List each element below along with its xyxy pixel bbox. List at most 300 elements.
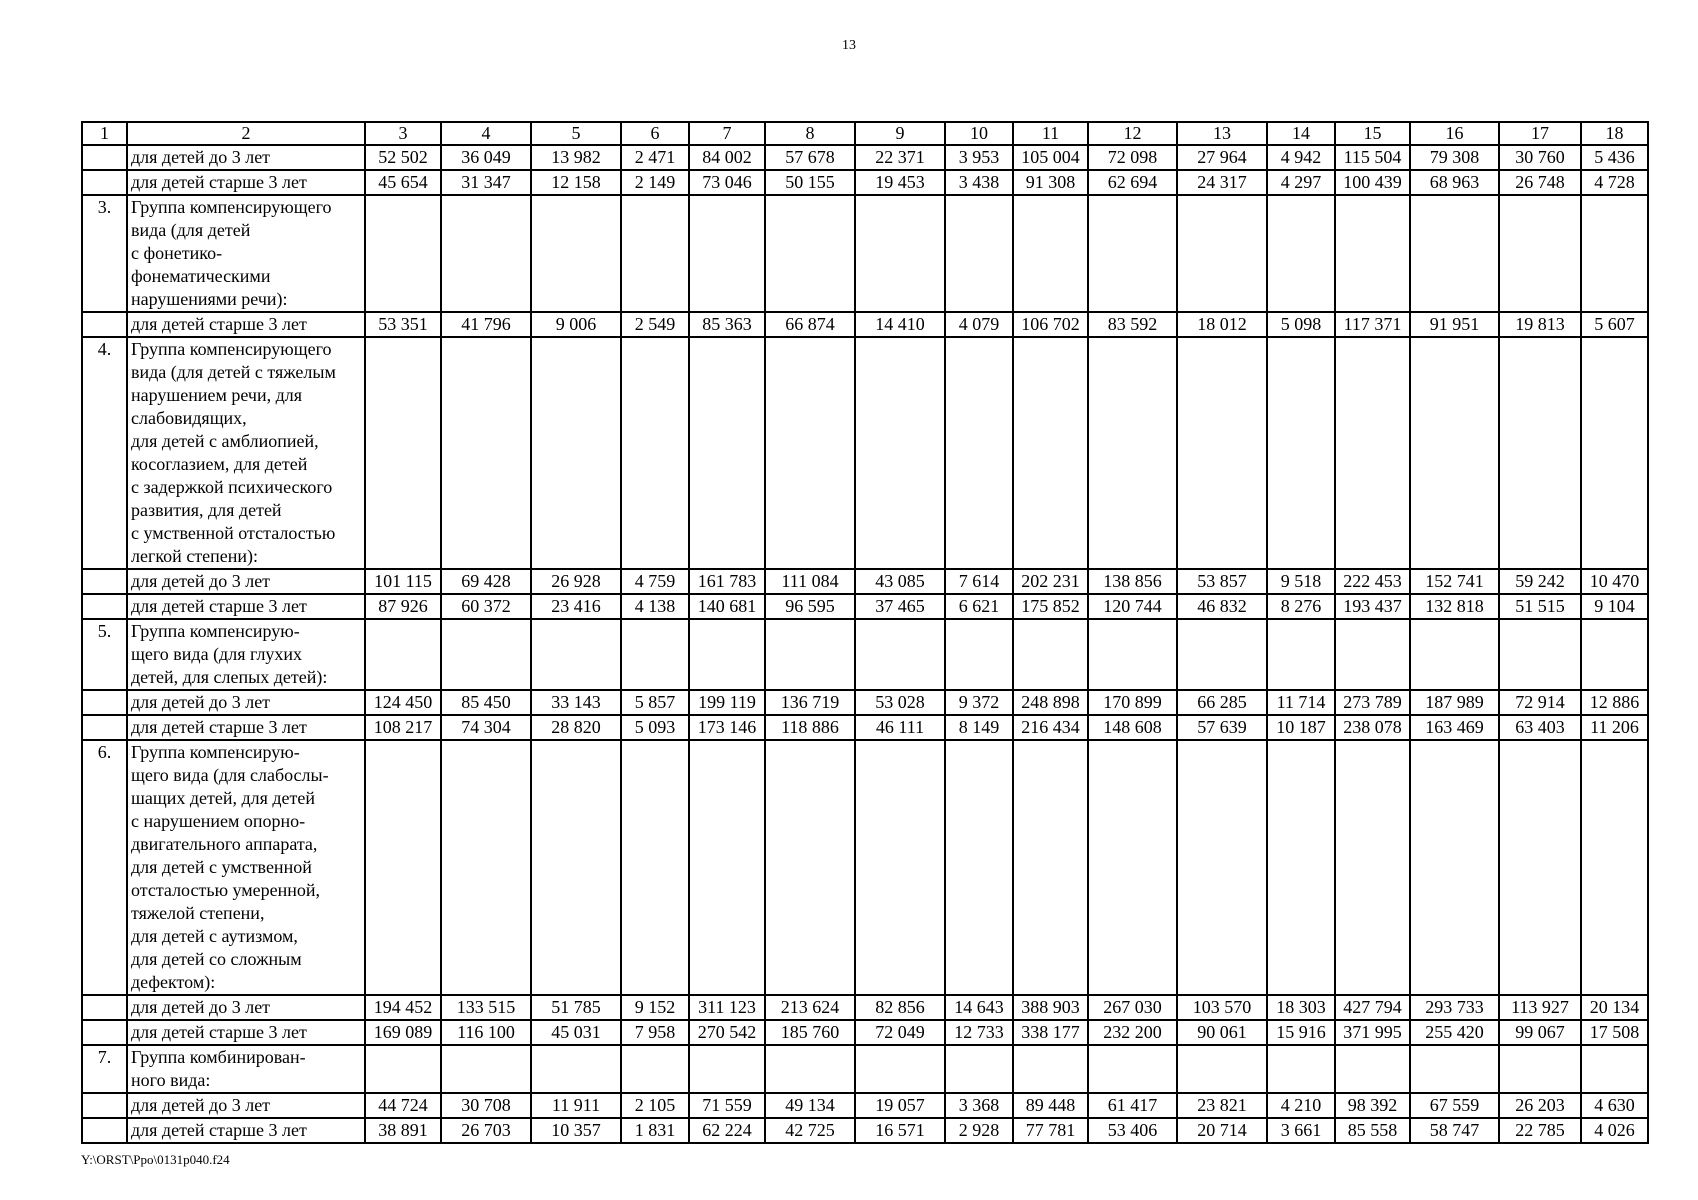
value-cell: 117 371 <box>1335 312 1410 337</box>
group-title-line: дефектом): <box>131 972 216 992</box>
empty-cell <box>441 1045 531 1093</box>
column-number-cell: 9 <box>855 122 945 145</box>
empty-cell <box>945 337 1013 569</box>
table-row <box>82 715 1648 740</box>
value-cell: 116 100 <box>441 1020 531 1045</box>
empty-cell <box>621 337 689 569</box>
column-number-cell: 10 <box>945 122 1013 145</box>
empty-cell <box>1335 195 1410 312</box>
column-number-cell: 8 <box>765 122 855 145</box>
empty-cell <box>1267 1045 1335 1093</box>
value-cell: 82 856 <box>855 995 945 1020</box>
empty-cell <box>621 740 689 995</box>
group-title-line: нарушениями речи): <box>131 289 288 309</box>
column-number-cell: 13 <box>1177 122 1267 145</box>
group-title-line: развития, для детей <box>131 500 282 520</box>
value-cell: 3 661 <box>1267 1118 1335 1143</box>
value-cell: 20 134 <box>1581 995 1648 1020</box>
empty-cell <box>855 337 945 569</box>
column-number-cell: 11 <box>1013 122 1088 145</box>
group-title-line: Группа компенсирующего <box>131 339 332 359</box>
group-header-row <box>82 619 1648 690</box>
empty-cell <box>1088 619 1177 690</box>
group-title-line: с умственной отсталостью <box>131 523 336 543</box>
column-number-cell: 7 <box>689 122 765 145</box>
column-number-row <box>82 122 1648 145</box>
empty-cell <box>441 740 531 995</box>
table-row <box>82 594 1648 619</box>
value-cell: 26 703 <box>441 1118 531 1143</box>
row-index <box>82 594 127 619</box>
value-cell: 13 982 <box>531 145 621 170</box>
group-index: 6. <box>82 740 127 995</box>
value-cell: 57 639 <box>1177 715 1267 740</box>
table-row <box>82 170 1648 195</box>
group-title-line: отсталостью умеренной, <box>131 880 321 900</box>
group-title-line: с нарушением опорно- <box>131 811 306 831</box>
page-number: 13 <box>842 38 856 53</box>
value-cell: 18 012 <box>1177 312 1267 337</box>
column-number-cell: 14 <box>1267 122 1335 145</box>
value-cell: 17 508 <box>1581 1020 1648 1045</box>
empty-cell <box>1177 337 1267 569</box>
empty-cell <box>765 740 855 995</box>
value-cell: 62 224 <box>689 1118 765 1143</box>
empty-cell <box>1267 740 1335 995</box>
empty-cell <box>1410 619 1499 690</box>
row-label: для детей до 3 лет <box>127 569 365 594</box>
group-title-line: легкой степени): <box>131 546 259 566</box>
group-index: 4. <box>82 337 127 569</box>
value-cell: 371 995 <box>1335 1020 1410 1045</box>
row-index <box>82 145 127 170</box>
value-cell: 60 372 <box>441 594 531 619</box>
column-number-cell: 2 <box>127 122 365 145</box>
group-title-line: слабовидящих, <box>131 408 247 428</box>
row-index <box>82 170 127 195</box>
value-cell: 5 607 <box>1581 312 1648 337</box>
value-cell: 53 351 <box>365 312 441 337</box>
empty-cell <box>689 337 765 569</box>
empty-cell <box>855 1045 945 1093</box>
empty-cell <box>1581 1045 1648 1093</box>
value-cell: 58 747 <box>1410 1118 1499 1143</box>
value-cell: 7 958 <box>621 1020 689 1045</box>
value-cell: 103 570 <box>1177 995 1267 1020</box>
value-cell: 4 759 <box>621 569 689 594</box>
empty-cell <box>689 740 765 995</box>
value-cell: 62 694 <box>1088 170 1177 195</box>
value-cell: 10 357 <box>531 1118 621 1143</box>
column-number-cell: 17 <box>1499 122 1581 145</box>
value-cell: 132 818 <box>1410 594 1499 619</box>
value-cell: 213 624 <box>765 995 855 1020</box>
value-cell: 4 210 <box>1267 1093 1335 1118</box>
empty-cell <box>1410 195 1499 312</box>
empty-cell <box>1335 740 1410 995</box>
value-cell: 24 317 <box>1177 170 1267 195</box>
value-cell: 51 515 <box>1499 594 1581 619</box>
column-number-cell: 4 <box>441 122 531 145</box>
empty-cell <box>531 195 621 312</box>
value-cell: 12 158 <box>531 170 621 195</box>
group-title-line: двигательного аппарата, <box>131 834 318 854</box>
value-cell: 79 308 <box>1410 145 1499 170</box>
value-cell: 61 417 <box>1088 1093 1177 1118</box>
value-cell: 83 592 <box>1088 312 1177 337</box>
value-cell: 148 608 <box>1088 715 1177 740</box>
value-cell: 9 372 <box>945 690 1013 715</box>
value-cell: 170 899 <box>1088 690 1177 715</box>
value-cell: 118 886 <box>765 715 855 740</box>
value-cell: 202 231 <box>1013 569 1088 594</box>
value-cell: 85 363 <box>689 312 765 337</box>
row-label: для детей до 3 лет <box>127 1093 365 1118</box>
cost-table <box>81 121 1649 1144</box>
column-number-cell: 1 <box>82 122 127 145</box>
value-cell: 23 821 <box>1177 1093 1267 1118</box>
value-cell: 2 928 <box>945 1118 1013 1143</box>
empty-cell <box>621 619 689 690</box>
group-title <box>127 1045 365 1093</box>
value-cell: 427 794 <box>1335 995 1410 1020</box>
value-cell: 87 926 <box>365 594 441 619</box>
value-cell: 338 177 <box>1013 1020 1088 1045</box>
empty-cell <box>1267 619 1335 690</box>
value-cell: 52 502 <box>365 145 441 170</box>
value-cell: 136 719 <box>765 690 855 715</box>
value-cell: 46 832 <box>1177 594 1267 619</box>
column-number-cell: 6 <box>621 122 689 145</box>
empty-cell <box>1581 740 1648 995</box>
value-cell: 73 046 <box>689 170 765 195</box>
value-cell: 22 371 <box>855 145 945 170</box>
value-cell: 152 741 <box>1410 569 1499 594</box>
row-label: для детей старше 3 лет <box>127 594 365 619</box>
empty-cell <box>945 619 1013 690</box>
empty-cell <box>1335 619 1410 690</box>
value-cell: 4 728 <box>1581 170 1648 195</box>
value-cell: 96 595 <box>765 594 855 619</box>
value-cell: 187 989 <box>1410 690 1499 715</box>
empty-cell <box>1499 740 1581 995</box>
row-label: для детей старше 3 лет <box>127 170 365 195</box>
table-row <box>82 569 1648 594</box>
empty-cell <box>855 740 945 995</box>
empty-cell <box>1013 337 1088 569</box>
value-cell: 19 057 <box>855 1093 945 1118</box>
group-title-line: Группа компенсирую- <box>131 621 300 641</box>
value-cell: 12 886 <box>1581 690 1648 715</box>
row-label: для детей до 3 лет <box>127 145 365 170</box>
empty-cell <box>689 1045 765 1093</box>
value-cell: 19 453 <box>855 170 945 195</box>
row-label: для детей старше 3 лет <box>127 312 365 337</box>
value-cell: 69 428 <box>441 569 531 594</box>
empty-cell <box>945 195 1013 312</box>
value-cell: 26 203 <box>1499 1093 1581 1118</box>
value-cell: 9 518 <box>1267 569 1335 594</box>
group-header-row <box>82 337 1648 569</box>
value-cell: 311 123 <box>689 995 765 1020</box>
value-cell: 16 571 <box>855 1118 945 1143</box>
value-cell: 2 549 <box>621 312 689 337</box>
value-cell: 10 470 <box>1581 569 1648 594</box>
value-cell: 72 098 <box>1088 145 1177 170</box>
table-row <box>82 1118 1648 1143</box>
value-cell: 99 067 <box>1499 1020 1581 1045</box>
group-title-line: тяжелой степени, <box>131 903 265 923</box>
group-title-line: фонематическими <box>131 266 271 286</box>
row-label: для детей до 3 лет <box>127 690 365 715</box>
empty-cell <box>621 1045 689 1093</box>
value-cell: 5 093 <box>621 715 689 740</box>
empty-cell <box>1088 1045 1177 1093</box>
empty-cell <box>1499 195 1581 312</box>
value-cell: 66 285 <box>1177 690 1267 715</box>
group-title <box>127 337 365 569</box>
value-cell: 106 702 <box>1013 312 1088 337</box>
empty-cell <box>1267 337 1335 569</box>
value-cell: 45 031 <box>531 1020 621 1045</box>
group-header-row <box>82 195 1648 312</box>
value-cell: 43 085 <box>855 569 945 594</box>
empty-cell <box>365 195 441 312</box>
value-cell: 133 515 <box>441 995 531 1020</box>
value-cell: 77 781 <box>1013 1118 1088 1143</box>
empty-cell <box>1177 619 1267 690</box>
value-cell: 23 416 <box>531 594 621 619</box>
row-index <box>82 995 127 1020</box>
group-title-line: Группа компенсирующего <box>131 197 332 217</box>
value-cell: 101 115 <box>365 569 441 594</box>
empty-cell <box>765 337 855 569</box>
group-header-row <box>82 740 1648 995</box>
value-cell: 193 437 <box>1335 594 1410 619</box>
empty-cell <box>1177 740 1267 995</box>
value-cell: 9 152 <box>621 995 689 1020</box>
value-cell: 12 733 <box>945 1020 1013 1045</box>
empty-cell <box>365 740 441 995</box>
value-cell: 5 857 <box>621 690 689 715</box>
value-cell: 140 681 <box>689 594 765 619</box>
group-index: 7. <box>82 1045 127 1093</box>
table-row <box>82 1093 1648 1118</box>
value-cell: 108 217 <box>365 715 441 740</box>
column-number-cell: 18 <box>1581 122 1648 145</box>
empty-cell <box>1335 1045 1410 1093</box>
empty-cell <box>531 619 621 690</box>
value-cell: 111 084 <box>765 569 855 594</box>
empty-cell <box>1410 1045 1499 1093</box>
value-cell: 53 028 <box>855 690 945 715</box>
empty-cell <box>765 619 855 690</box>
row-index <box>82 715 127 740</box>
value-cell: 100 439 <box>1335 170 1410 195</box>
column-number-cell: 15 <box>1335 122 1410 145</box>
value-cell: 11 911 <box>531 1093 621 1118</box>
value-cell: 185 760 <box>765 1020 855 1045</box>
value-cell: 8 276 <box>1267 594 1335 619</box>
value-cell: 19 813 <box>1499 312 1581 337</box>
value-cell: 53 406 <box>1088 1118 1177 1143</box>
table-row <box>82 995 1648 1020</box>
value-cell: 173 146 <box>689 715 765 740</box>
value-cell: 18 303 <box>1267 995 1335 1020</box>
group-title-line: с задержкой психического <box>131 477 333 497</box>
group-title-line: Группа компенсирую- <box>131 742 300 762</box>
group-header-row <box>82 1045 1648 1093</box>
empty-cell <box>1335 337 1410 569</box>
row-index <box>82 1118 127 1143</box>
value-cell: 105 004 <box>1013 145 1088 170</box>
group-title-line: шащих детей, для детей <box>131 788 316 808</box>
value-cell: 26 928 <box>531 569 621 594</box>
row-label: для детей старше 3 лет <box>127 1020 365 1045</box>
value-cell: 216 434 <box>1013 715 1088 740</box>
value-cell: 3 368 <box>945 1093 1013 1118</box>
empty-cell <box>1410 740 1499 995</box>
empty-cell <box>945 1045 1013 1093</box>
group-title-line: ного вида: <box>131 1070 211 1090</box>
value-cell: 8 149 <box>945 715 1013 740</box>
empty-cell <box>765 1045 855 1093</box>
empty-cell <box>1177 195 1267 312</box>
value-cell: 46 111 <box>855 715 945 740</box>
value-cell: 4 079 <box>945 312 1013 337</box>
value-cell: 33 143 <box>531 690 621 715</box>
value-cell: 5 098 <box>1267 312 1335 337</box>
value-cell: 42 725 <box>765 1118 855 1143</box>
row-index <box>82 1020 127 1045</box>
row-index <box>82 569 127 594</box>
value-cell: 9 006 <box>531 312 621 337</box>
value-cell: 248 898 <box>1013 690 1088 715</box>
group-title-line: косоглазием, для детей <box>131 454 308 474</box>
value-cell: 85 558 <box>1335 1118 1410 1143</box>
empty-cell <box>531 337 621 569</box>
empty-cell <box>1410 337 1499 569</box>
empty-cell <box>441 337 531 569</box>
row-label: для детей старше 3 лет <box>127 1118 365 1143</box>
value-cell: 169 089 <box>365 1020 441 1045</box>
value-cell: 255 420 <box>1410 1020 1499 1045</box>
value-cell: 49 134 <box>765 1093 855 1118</box>
column-number-cell: 5 <box>531 122 621 145</box>
group-title-line: Группа комбинирован- <box>131 1047 306 1067</box>
value-cell: 28 820 <box>531 715 621 740</box>
row-label: для детей старше 3 лет <box>127 715 365 740</box>
empty-cell <box>945 740 1013 995</box>
value-cell: 2 471 <box>621 145 689 170</box>
value-cell: 194 452 <box>365 995 441 1020</box>
value-cell: 72 049 <box>855 1020 945 1045</box>
empty-cell <box>1013 619 1088 690</box>
value-cell: 31 347 <box>441 170 531 195</box>
empty-cell <box>531 740 621 995</box>
column-number-cell: 12 <box>1088 122 1177 145</box>
empty-cell <box>1013 195 1088 312</box>
value-cell: 74 304 <box>441 715 531 740</box>
empty-cell <box>531 1045 621 1093</box>
table-row <box>82 1020 1648 1045</box>
value-cell: 26 748 <box>1499 170 1581 195</box>
value-cell: 1 831 <box>621 1118 689 1143</box>
empty-cell <box>765 195 855 312</box>
empty-cell <box>1499 1045 1581 1093</box>
empty-cell <box>1088 740 1177 995</box>
value-cell: 388 903 <box>1013 995 1088 1020</box>
empty-cell <box>689 195 765 312</box>
empty-cell <box>855 619 945 690</box>
value-cell: 4 026 <box>1581 1118 1648 1143</box>
group-index: 5. <box>82 619 127 690</box>
group-title-line: детей, для слепых детей): <box>131 667 328 687</box>
value-cell: 51 785 <box>531 995 621 1020</box>
table-row <box>82 312 1648 337</box>
empty-cell <box>1499 337 1581 569</box>
value-cell: 15 916 <box>1267 1020 1335 1045</box>
value-cell: 199 119 <box>689 690 765 715</box>
empty-cell <box>1088 195 1177 312</box>
value-cell: 27 964 <box>1177 145 1267 170</box>
value-cell: 91 308 <box>1013 170 1088 195</box>
value-cell: 232 200 <box>1088 1020 1177 1045</box>
group-title-line: для детей с умственной <box>131 857 312 877</box>
value-cell: 89 448 <box>1013 1093 1088 1118</box>
empty-cell <box>1499 619 1581 690</box>
value-cell: 44 724 <box>365 1093 441 1118</box>
value-cell: 38 891 <box>365 1118 441 1143</box>
value-cell: 11 206 <box>1581 715 1648 740</box>
value-cell: 3 438 <box>945 170 1013 195</box>
value-cell: 14 410 <box>855 312 945 337</box>
group-title-line: нарушением речи, для <box>131 385 303 405</box>
value-cell: 66 874 <box>765 312 855 337</box>
value-cell: 22 785 <box>1499 1118 1581 1143</box>
value-cell: 14 643 <box>945 995 1013 1020</box>
value-cell: 4 138 <box>621 594 689 619</box>
empty-cell <box>1013 1045 1088 1093</box>
value-cell: 2 105 <box>621 1093 689 1118</box>
value-cell: 163 469 <box>1410 715 1499 740</box>
value-cell: 6 621 <box>945 594 1013 619</box>
table-row <box>82 690 1648 715</box>
value-cell: 98 392 <box>1335 1093 1410 1118</box>
file-path-footer: Y:\ORST\Ppo\0131p040.f24 <box>81 1152 230 1167</box>
value-cell: 67 559 <box>1410 1093 1499 1118</box>
value-cell: 11 714 <box>1267 690 1335 715</box>
column-number-cell: 16 <box>1410 122 1499 145</box>
group-title <box>127 619 365 690</box>
value-cell: 84 002 <box>689 145 765 170</box>
group-title-line: для детей с аутизмом, <box>131 926 298 946</box>
row-label: для детей до 3 лет <box>127 995 365 1020</box>
group-title-line: вида (для детей <box>131 220 251 240</box>
empty-cell <box>689 619 765 690</box>
value-cell: 59 242 <box>1499 569 1581 594</box>
value-cell: 41 796 <box>441 312 531 337</box>
value-cell: 72 914 <box>1499 690 1581 715</box>
value-cell: 161 783 <box>689 569 765 594</box>
value-cell: 50 155 <box>765 170 855 195</box>
value-cell: 124 450 <box>365 690 441 715</box>
empty-cell <box>365 337 441 569</box>
value-cell: 57 678 <box>765 145 855 170</box>
group-title <box>127 195 365 312</box>
value-cell: 30 760 <box>1499 145 1581 170</box>
empty-cell <box>1581 619 1648 690</box>
